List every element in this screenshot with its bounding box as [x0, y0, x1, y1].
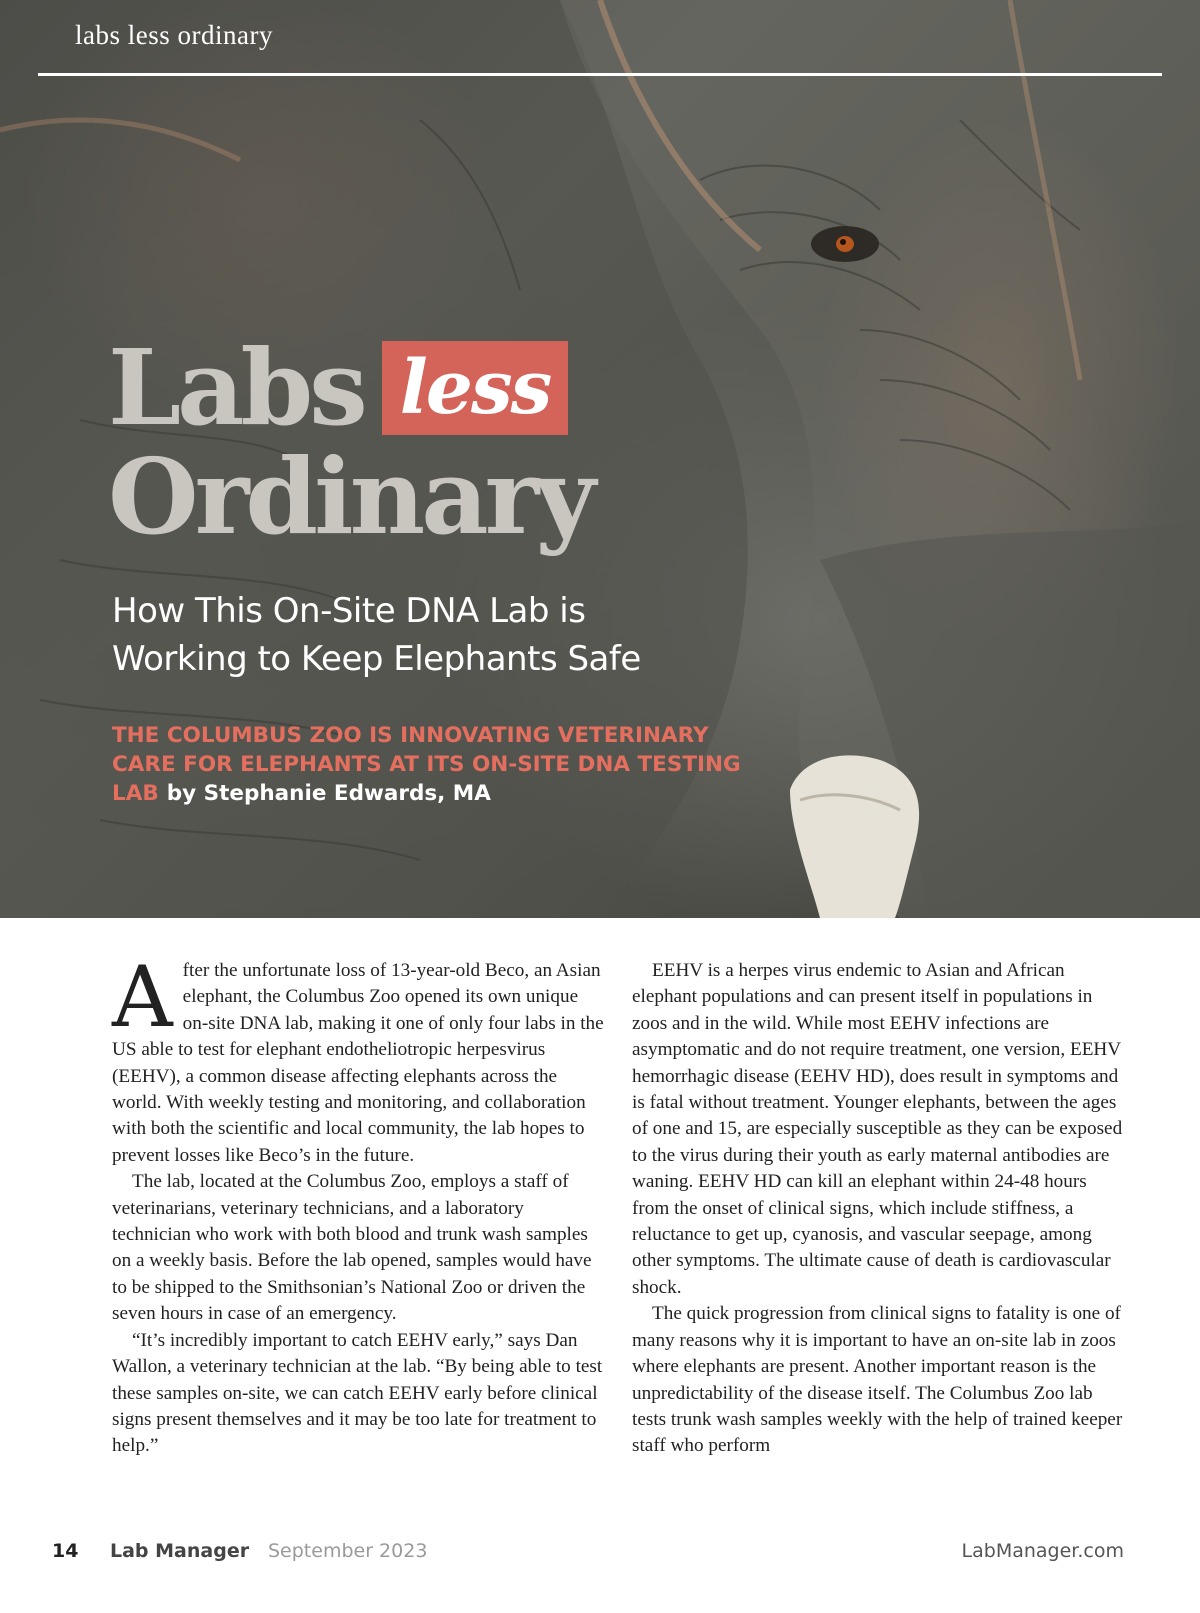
title-line-1 — [108, 326, 568, 449]
title-word-less: less — [399, 345, 551, 431]
paragraph: “It’s incredibly important to catch EEHV early,” says Dan Wallon, a veterinary technician at the lab. “By being able to test these samples on-site, we can catch EEHV early before clinical signs present themselves and it may be too late for treatment to help.” — [112, 1329, 603, 1457]
title-word-labs: Labs — [108, 326, 364, 449]
article-column-left — [112, 948, 604, 1460]
subtitle-line-1: How This On-Site DNA Lab is — [112, 591, 586, 631]
paragraph-text: fter the unfortunate loss of 13-year-old Beco, an Asian elephant, the Columbus Zoo opened its own unique on-site DNA lab, making it one of only four labs in the US able to test for elephant endotheliotropic herpesvirus (EEHV), a common disease affecting elephants across the world. With weekly testing and monitoring, and collaboration with both the scientific and local community, the lab hopes to prevent losses like Beco’s in the future. — [112, 960, 604, 1166]
paragraph: The lab, located at the Columbus Zoo, employs a staff of veterinarians, veterinary technicians, and a laboratory technician who work with both blood and trunk wash samples on a weekly basis. Before the lab opened, samples would have to be shipped to the Smithsonian’s National Zoo or driven the seven hours in case of an emergency. — [112, 1171, 592, 1325]
paragraph: EEHV is a herpes virus endemic to Asian and African elephant populations and can present itself in populations in zoos and in the wild. While most EEHV infections are asymptomatic and do not require treatment, one version, EEHV hemorrhagic disease (EEHV HD), does result in symptoms and is fatal without treatment. Younger elephants, between the ages of one and 15, are especially susceptible as they can be exposed to the virus during their youth as early maternal antibodies are waning. EEHV HD can kill an elephant within 24-48 hours from the onset of clinical signs, which include stiffness, a reluctance to get up, cyanosis, and vascular seepage, among other symptoms. The ultimate cause of death is cardiovascular shock. — [632, 960, 1123, 1298]
deck-text: THE COLUMBUS ZOO IS INNOVATING VETERINARY CARE FOR ELEPHANTS AT ITS ON-SITE DNA TESTING LAB — [112, 723, 741, 806]
title-less-badge — [382, 341, 569, 435]
byline: by Stephanie Edwards, MA — [166, 781, 491, 806]
paragraph — [112, 948, 604, 1169]
drop-cap: A — [112, 948, 173, 1046]
magazine-name: Lab Manager — [110, 1540, 250, 1562]
elephant-eye — [811, 226, 879, 262]
page-footer — [0, 1540, 1200, 1570]
section-label: labs less ordinary — [75, 20, 273, 50]
header-divider — [38, 73, 1162, 76]
title-word-ordinary: Ordinary — [108, 435, 592, 558]
subtitle-line-2: Working to Keep Elephants Safe — [112, 639, 641, 679]
paragraph: The quick progression from clinical signs to fatality is one of many reasons why it is important to have an on-site lab in zoos where elephants are present. Another important reason is the unpredictability of the disease itself. The Columbus Zoo lab tests trunk wash samples weekly with the help of trained keeper staff who perform — [632, 1303, 1123, 1457]
article-column-right — [632, 958, 1124, 1460]
elephant-tusk — [790, 755, 919, 918]
article-subtitle — [112, 587, 752, 683]
website-link[interactable]: LabManager.com — [961, 1540, 1124, 1562]
page-number: 14 — [52, 1540, 79, 1562]
issue-date: September 2023 — [268, 1540, 428, 1562]
article-deck — [112, 721, 772, 808]
